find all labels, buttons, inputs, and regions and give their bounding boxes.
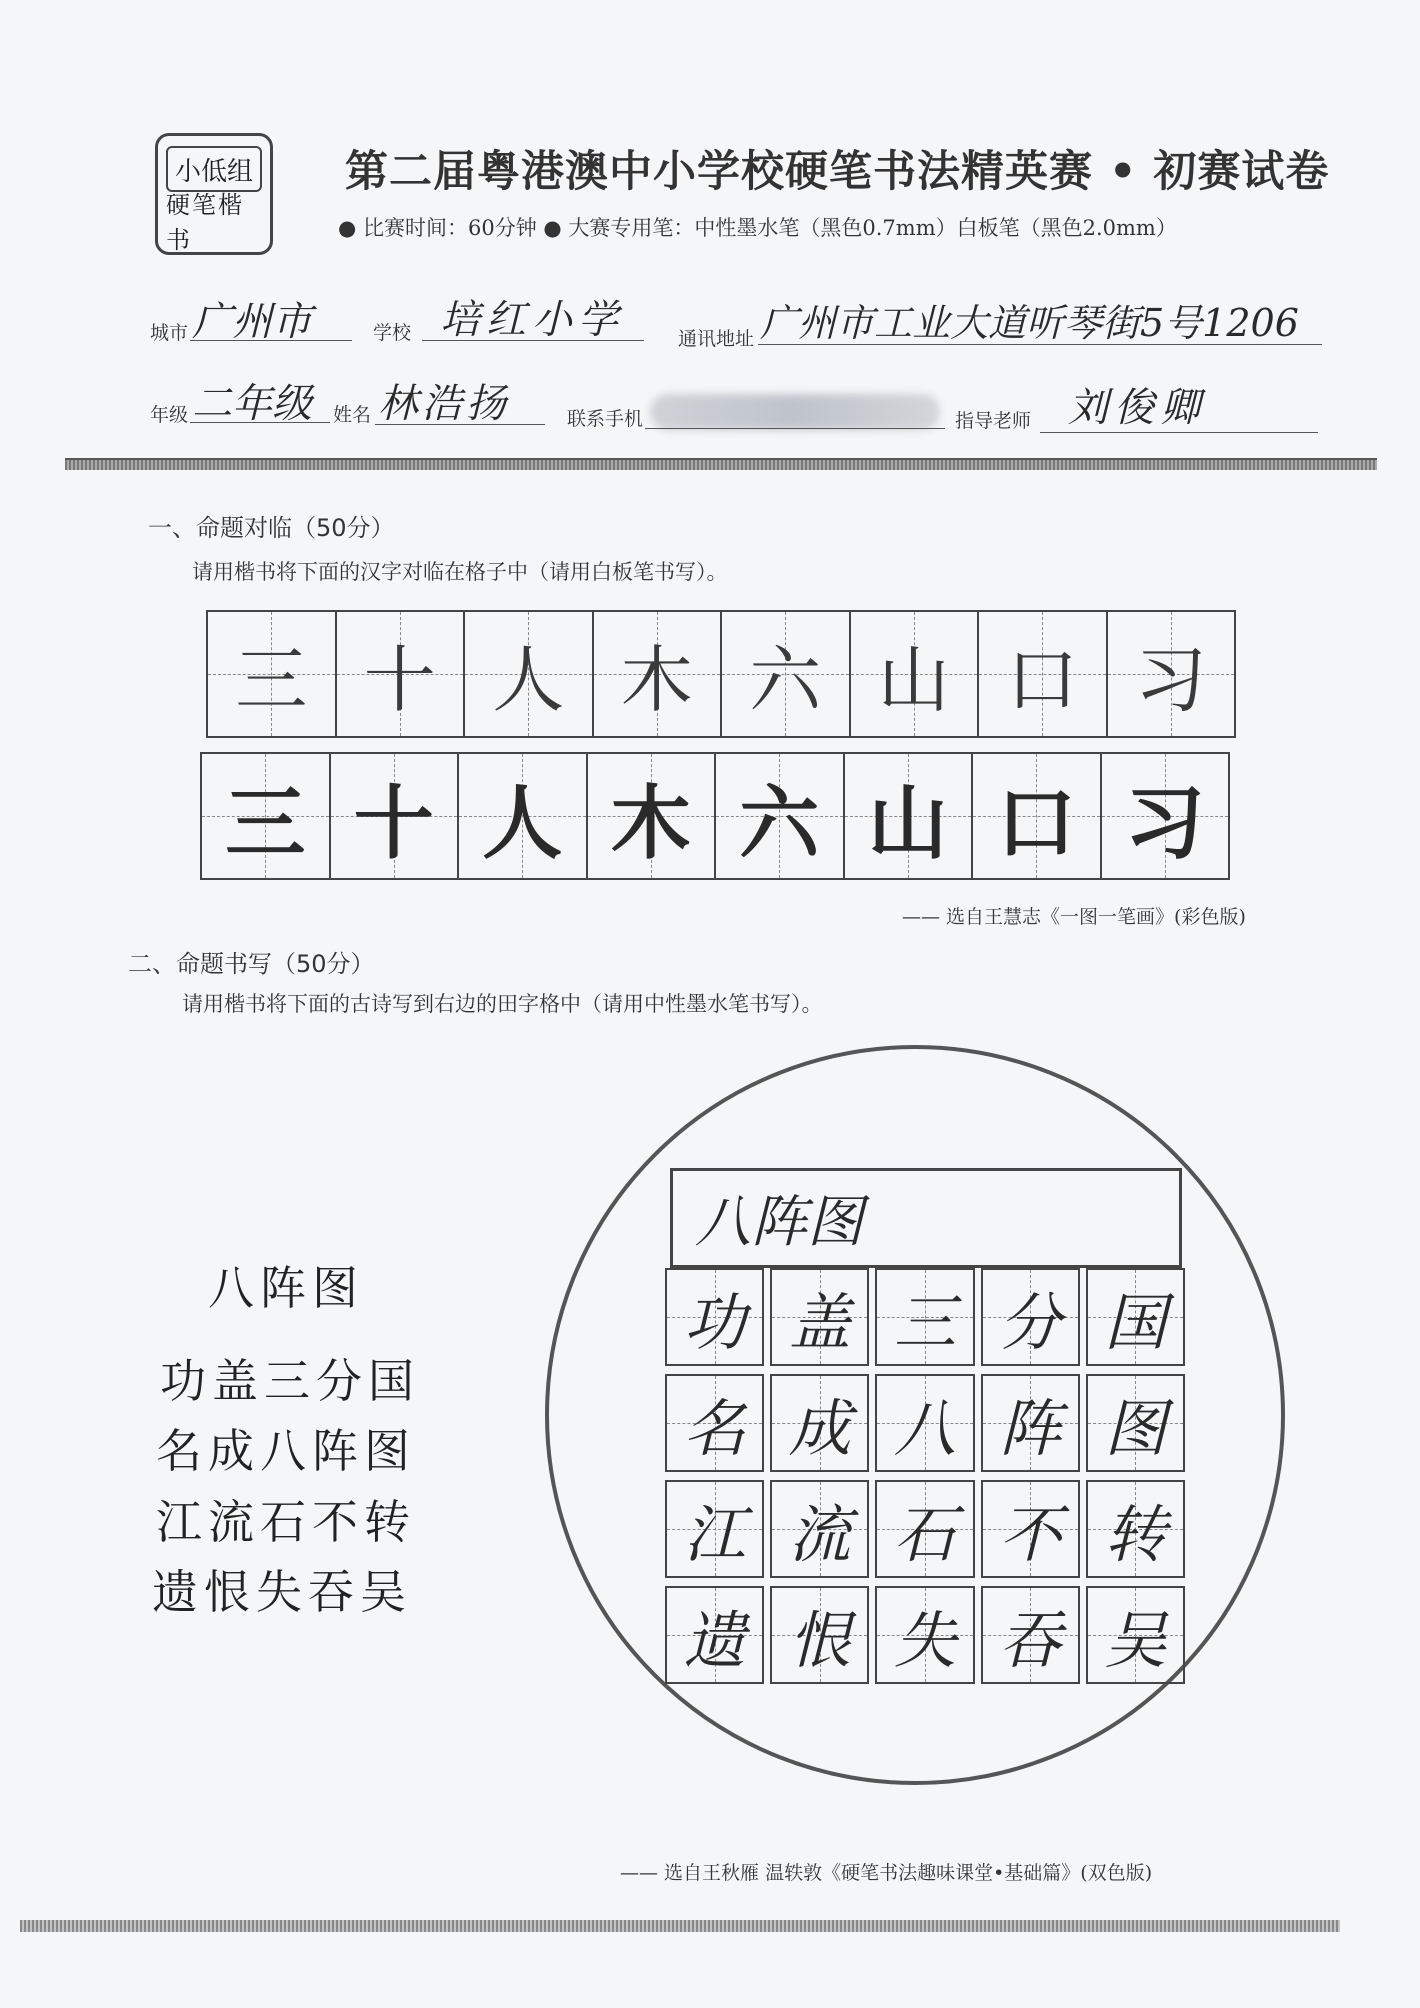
grade-label: 年级	[150, 404, 189, 426]
model-character-row	[200, 752, 1230, 880]
poem-line-4: 遗恨失吞吴	[152, 1565, 412, 1619]
model-cell: 人	[459, 754, 588, 878]
city-label: 城市	[150, 322, 189, 344]
answer-cell: 石	[875, 1480, 974, 1578]
model-cell: 三	[202, 754, 331, 878]
grade-value: 二年级	[192, 381, 312, 427]
model-cell: 习	[1102, 754, 1229, 878]
page-subtitle: ● 比赛时间：60分钟 ● 大赛专用笔：中性墨水笔（黑色0.7mm）白板笔（黑色2.0mm）	[338, 216, 1177, 240]
answer-cell: 流	[770, 1480, 869, 1578]
copy-cell: 十	[337, 612, 466, 736]
city-value: 广州市	[192, 299, 312, 345]
phone-underline	[645, 428, 945, 429]
answer-cell: 八	[875, 1374, 974, 1472]
school-value: 培红小学	[440, 297, 624, 343]
school-underline	[422, 340, 644, 341]
copy-cell: 山	[851, 612, 980, 736]
answer-cell: 转	[1086, 1480, 1185, 1578]
answer-grid	[665, 1268, 1185, 1684]
name-label: 姓名	[333, 404, 372, 426]
copy-cell: 六	[722, 612, 851, 736]
copy-cell: 人	[465, 612, 594, 736]
model-cell: 山	[845, 754, 974, 878]
name-underline	[375, 424, 545, 425]
poem-line-2: 名成八阵图	[156, 1424, 416, 1478]
answer-cell: 吞	[981, 1586, 1080, 1684]
answer-cell: 成	[770, 1374, 869, 1472]
grade-underline	[190, 422, 330, 423]
teacher-underline	[1040, 432, 1318, 433]
answer-cell: 吴	[1086, 1586, 1185, 1684]
address-underline	[758, 344, 1322, 345]
model-cell: 六	[716, 754, 845, 878]
address-label: 通讯地址	[678, 328, 755, 350]
answer-cell: 失	[875, 1586, 974, 1684]
answer-cell: 遗	[665, 1586, 764, 1684]
poem-line-1: 功盖三分国	[160, 1354, 420, 1408]
copy-cell: 木	[594, 612, 723, 736]
section1-title: 一、命题对临（50分）	[148, 514, 395, 542]
section2-instruction: 请用楷书将下面的古诗写到右边的田字格中（请用中性墨水笔书写）。	[182, 992, 823, 1016]
answer-title-box: 八阵图	[670, 1168, 1182, 1268]
seal-category-label: 硬笔楷书	[166, 191, 244, 254]
answer-cell: 三	[875, 1268, 974, 1366]
copy-cell: 三	[208, 612, 337, 736]
answer-cell: 阵	[981, 1374, 1080, 1472]
answer-cell: 盖	[770, 1268, 869, 1366]
handwritten-copy-row	[206, 610, 1236, 738]
answer-cell: 名	[665, 1374, 764, 1472]
model-cell: 十	[331, 754, 460, 878]
address-value: 广州市工业大道听琴街5号1206	[760, 301, 1299, 345]
answer-cell: 图	[1086, 1374, 1185, 1472]
answer-cell: 江	[665, 1480, 764, 1578]
header-divider	[65, 458, 1377, 470]
copy-cell: 口	[979, 612, 1108, 736]
section1-source: —— 选自王慧志《一图一笔画》(彩色版)	[902, 906, 1246, 928]
teacher-value: 刘俊卿	[1068, 385, 1206, 431]
footer-divider	[20, 1920, 1340, 1932]
city-underline	[190, 340, 352, 341]
phone-label: 联系手机	[567, 408, 644, 430]
answer-cell: 国	[1086, 1268, 1185, 1366]
section2-title: 二、命题书写（50分）	[128, 950, 375, 978]
section1-instruction: 请用楷书将下面的汉字对临在格子中（请用白板笔书写）。	[192, 560, 728, 584]
poem-line-3: 江流石不转	[156, 1495, 416, 1549]
section2-source: —— 选自王秋雁 温轶敦《硬笔书法趣味课堂•基础篇》(双色版)	[620, 1862, 1153, 1884]
model-cell: 木	[588, 754, 717, 878]
copy-cell: 习	[1108, 612, 1235, 736]
poem-title: 八阵图	[208, 1261, 364, 1315]
answer-cell: 不	[981, 1480, 1080, 1578]
model-cell: 口	[973, 754, 1102, 878]
seal-group-label: 小低组	[166, 146, 262, 192]
answer-cell: 恨	[770, 1586, 869, 1684]
group-seal	[155, 133, 273, 255]
answer-cell: 功	[665, 1268, 764, 1366]
name-value: 林浩扬	[378, 381, 510, 427]
teacher-label: 指导老师	[955, 410, 1032, 432]
phone-redacted	[650, 394, 940, 430]
page-title: 第二届粤港澳中小学校硬笔书法精英赛 • 初赛试卷	[345, 147, 1330, 197]
answer-cell: 分	[981, 1268, 1080, 1366]
school-label: 学校	[373, 322, 412, 344]
